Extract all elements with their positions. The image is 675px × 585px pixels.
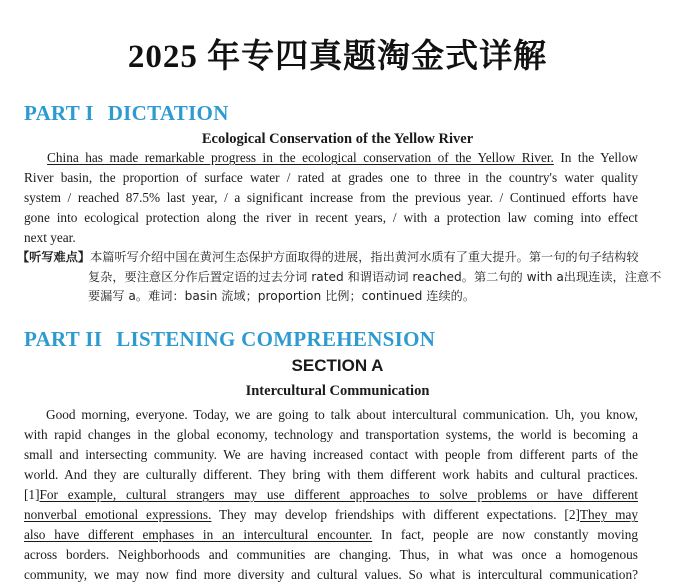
answer-sentence-1: For example, cultural strangers may use different approaches to solve problems or have different <box>39 487 638 502</box>
page-title: 2025 年专四真题淘金式详解 <box>127 39 548 75</box>
dictation-line-5: next year. <box>24 230 76 245</box>
listening-passage-title: Intercultural Communication <box>245 383 430 399</box>
dictation-note-line-2: 复杂，要注意区分作后置定语的过去分词 rated 和谓语动词 reached。第二句的 with a出现连读，注意不 <box>88 270 662 284</box>
part1-label: PART I <box>24 101 94 125</box>
part1-heading <box>24 101 229 126</box>
listening-line-5 <box>24 485 638 505</box>
dictation-line-2: River basin, the proportion of surface water / rated at grades one to three in the country's water quality <box>24 170 638 185</box>
part2-label: PART II <box>24 327 103 351</box>
listening-line-1: Good morning, everyone. Today, we are going to talk about intercultural communication. Uh, you know, <box>46 407 638 422</box>
answer-sentence-2: They may <box>579 507 638 522</box>
part2-heading <box>24 327 435 352</box>
listening-line-3: small and intersecting community. We are having increased contact with people from different parts of the <box>24 447 638 462</box>
dictation-passage-title: Ecological Conservation of the Yellow River <box>201 131 474 147</box>
section-a-heading: SECTION A <box>291 356 384 375</box>
listening-line-2: with rapid changes in the global economy, technology and transportation systems, the world is becoming a <box>24 427 638 442</box>
part1-name: DICTATION <box>107 101 229 125</box>
listening-line-9: community, we may now find more diversity and cultural values. So what is intercultural communication? <box>24 567 638 582</box>
answer-marker-1: [1] <box>24 487 40 502</box>
dictation-note-line-3: 要漏写 a。难词：basin 流域；proportion 比例；continued 连续的。 <box>88 289 476 303</box>
listening-line-7: also have different emphases in an intercultural encounter. In fact, people are now constantly moving <box>24 527 638 542</box>
listening-line-8: across borders. Neighborhoods and communities are changing. Thus, in what was once a homogenous <box>24 547 638 562</box>
listening-line-4: world. And they are culturally different. They bring with them different work habits and cultural practices. <box>24 467 638 482</box>
dictation-key-sentence: China has made remarkable progress in the ecological conservation of the Yellow River. <box>47 150 554 165</box>
part2-name: LISTENING COMPREHENSION <box>116 327 436 351</box>
dictation-line-1: China has made remarkable progress in the ecological conservation of the Yellow River. In the Yellow <box>47 150 638 165</box>
dictation-note-tag: 【听写难点】 <box>17 250 91 264</box>
answer-marker-2: [2] <box>564 507 580 522</box>
dictation-line-4: gone into ecological protection along the river in recent years, / with a protection law coming into effect <box>24 210 638 225</box>
listening-line-6: nonverbal emotional expressions. They may develop friendships with different expectations. [2]They may <box>24 507 638 522</box>
dictation-line-3: system / reached 87.5% last year, / a significant increase from the previous year. / Continued efforts have <box>24 190 638 205</box>
dictation-note-line-1: 【听写难点】本篇听写介绍中国在黄河生态保护方面取得的进展，指出黄河水质有了重大提升。第一句的句子结构较 <box>17 250 639 264</box>
